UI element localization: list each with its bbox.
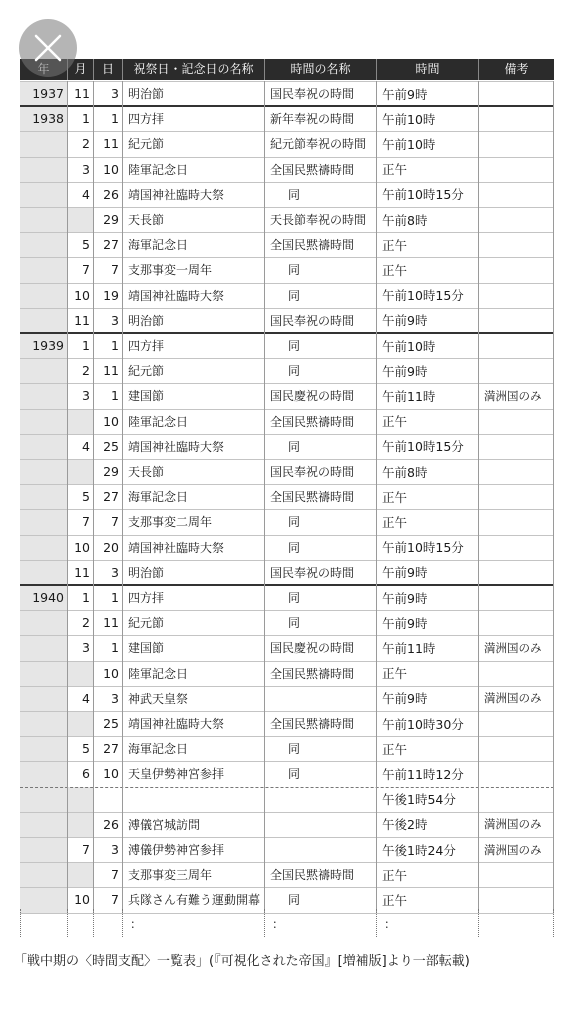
- cell-name: 溥儀伊勢神宮参拝: [128, 843, 225, 858]
- header-month: 月: [67, 59, 93, 80]
- cell-month: 4: [82, 690, 90, 706]
- cell-year: [20, 661, 67, 686]
- cell-day: 3: [111, 842, 119, 858]
- cell-year: 1939: [32, 338, 64, 354]
- cell-day: 25: [103, 716, 119, 732]
- cell-day: 10: [103, 161, 119, 177]
- cell-note: [484, 106, 554, 131]
- row-separator: [20, 308, 554, 309]
- cell-timename: 同: [288, 616, 301, 631]
- cell-note: 満洲国のみ: [484, 691, 542, 706]
- cell-time: 正午: [382, 489, 408, 505]
- cell-timename: 同: [288, 364, 301, 379]
- continuation-mark: ：: [384, 917, 397, 931]
- row-separator: [20, 610, 554, 611]
- cell-month: 3: [82, 640, 90, 656]
- cell-year: [20, 560, 67, 585]
- cell-year: 1937: [32, 86, 64, 102]
- row-separator: [20, 283, 554, 284]
- cell-month: 7: [82, 514, 90, 530]
- cell-month: 3: [82, 161, 90, 177]
- cell-time: 正午: [382, 237, 408, 253]
- cell-month: 5: [82, 741, 90, 757]
- row-separator: [20, 484, 554, 485]
- cell-name: 陸軍記念日: [128, 666, 189, 681]
- cell-timename: 同: [288, 591, 301, 606]
- cell-note: [484, 484, 554, 509]
- cell-name: 支那事変二周年: [128, 515, 213, 530]
- cell-day: 3: [111, 564, 119, 580]
- cell-day: 11: [103, 615, 119, 631]
- close-button[interactable]: [19, 19, 77, 77]
- cell-year: [20, 131, 67, 156]
- cell-timename: 全国民黙禱時間: [270, 162, 355, 177]
- cell-day: 27: [103, 489, 119, 505]
- cell-timename: 同: [288, 742, 301, 757]
- cell-month: 1: [82, 590, 90, 606]
- cell-timename: 国民奉祝の時間: [270, 87, 355, 102]
- cell-month: 11: [74, 564, 90, 580]
- cell-time: 午前9時: [382, 363, 428, 379]
- cell-year: [20, 308, 67, 333]
- row-separator: [20, 535, 554, 536]
- header-time-name: 時間の名称: [264, 59, 376, 80]
- cell-name: 四方拝: [128, 339, 165, 354]
- cell-day: 26: [103, 186, 119, 202]
- cell-time: 正午: [382, 162, 408, 178]
- row-separator: [20, 736, 554, 737]
- cell-month: 2: [82, 615, 90, 631]
- cell-year: [20, 736, 67, 761]
- close-icon: [19, 19, 77, 77]
- cell-month: [67, 207, 93, 232]
- cell-month: [67, 812, 93, 837]
- cell-day: 1: [111, 590, 119, 606]
- column-separator: [67, 81, 68, 913]
- cell-name: 天皇伊勢神宮参拝: [128, 767, 225, 782]
- table-caption: 「戦中期の〈時間支配〉一覧表」(『可視化された帝国』[増補版]より一部転載): [14, 954, 470, 969]
- cell-day: 1: [111, 111, 119, 127]
- row-separator: [20, 409, 554, 410]
- cell-note: [484, 434, 554, 459]
- cell-note: [484, 232, 554, 257]
- cell-year: [20, 686, 67, 711]
- row-separator: [20, 459, 554, 460]
- cell-note: [484, 207, 554, 232]
- cell-month: 6: [82, 766, 90, 782]
- cell-time: 午前9時: [382, 86, 428, 102]
- cell-timename: 同: [288, 187, 301, 202]
- cell-note: [484, 333, 554, 358]
- cell-note: [484, 131, 554, 156]
- cell-note: [484, 610, 554, 635]
- cell-day: 3: [111, 312, 119, 328]
- cell-note: 満洲国のみ: [484, 388, 542, 403]
- cell-year: [20, 257, 67, 282]
- cell-name: 靖国神社臨時大祭: [128, 288, 225, 303]
- cell-time: 午前10時15分: [382, 187, 464, 203]
- cell-timename: 全国民黙禱時間: [270, 868, 355, 883]
- cell-time: 午前11時: [382, 640, 436, 656]
- cell-month: [67, 409, 93, 434]
- cell-name: 四方拝: [128, 112, 165, 127]
- cell-note: 満洲国のみ: [484, 817, 542, 832]
- continuation-line: [122, 909, 123, 937]
- cell-name: 天長節: [128, 465, 165, 480]
- row-separator: [20, 913, 554, 914]
- row-separator: [20, 182, 554, 183]
- continuation-line: [553, 909, 554, 937]
- cell-time: 正午: [382, 666, 408, 682]
- cell-year: [20, 157, 67, 182]
- cell-name: 海軍記念日: [128, 742, 189, 757]
- row-separator: [20, 635, 554, 636]
- column-separator: [93, 81, 94, 913]
- cell-note: [484, 409, 554, 434]
- cell-timename: 全国民黙禱時間: [270, 490, 355, 505]
- cell-time: 午前11時12分: [382, 766, 464, 782]
- cell-year: [20, 434, 67, 459]
- cell-note: 満洲国のみ: [484, 640, 542, 655]
- cell-timename: 同: [288, 540, 301, 555]
- cell-note: [484, 81, 554, 106]
- cell-year: 1938: [32, 111, 64, 127]
- cell-month: 2: [82, 363, 90, 379]
- cell-month: [67, 661, 93, 686]
- row-separator: [20, 332, 554, 334]
- cell-month: [67, 862, 93, 887]
- row-separator: [20, 157, 554, 158]
- row-separator: [20, 711, 554, 712]
- cell-name: 兵隊さん有難う運動開幕: [128, 893, 261, 908]
- cell-day: 19: [103, 287, 119, 303]
- cell-timename: [270, 686, 376, 711]
- cell-time: 正午: [382, 892, 408, 908]
- cell-note: [484, 535, 554, 560]
- cell-time: 午後2時: [382, 817, 428, 833]
- cell-note: [484, 560, 554, 585]
- row-separator: [20, 837, 554, 838]
- cell-year: [20, 459, 67, 484]
- cell-time: 正午: [382, 741, 408, 757]
- header-note: 備考: [478, 59, 554, 80]
- cell-name: 靖国神社臨時大祭: [128, 540, 225, 555]
- cell-day: [93, 787, 122, 812]
- column-separator: [478, 81, 479, 913]
- row-separator: [20, 257, 554, 258]
- row-separator: [20, 358, 554, 359]
- cell-year: [20, 409, 67, 434]
- cell-timename: 同: [288, 263, 301, 278]
- cell-timename: 同: [288, 893, 301, 908]
- cell-day: 11: [103, 363, 119, 379]
- cell-year: [20, 862, 67, 887]
- cell-month: 10: [74, 892, 90, 908]
- cell-timename: 新年奉祝の時間: [270, 112, 355, 127]
- cell-month: 2: [82, 136, 90, 152]
- cell-name: 靖国神社臨時大祭: [128, 717, 225, 732]
- cell-name: 建国節: [128, 641, 165, 656]
- cell-time: 正午: [382, 262, 408, 278]
- cell-name: 海軍記念日: [128, 490, 189, 505]
- cell-day: 29: [103, 212, 119, 228]
- cell-note: [484, 157, 554, 182]
- cell-note: [484, 887, 554, 912]
- cell-name: 紀元節: [128, 364, 165, 379]
- continuation-mark: ：: [272, 917, 285, 931]
- cell-year: 1940: [32, 590, 64, 606]
- header-time: 時間: [376, 59, 478, 80]
- cell-day: 10: [103, 665, 119, 681]
- cell-note: [484, 585, 554, 610]
- cell-day: 7: [111, 867, 119, 883]
- column-separator: [264, 81, 265, 913]
- row-separator: [20, 434, 554, 435]
- cell-name: 明治節: [128, 87, 165, 102]
- continuation-line: [376, 909, 377, 937]
- cell-month: [67, 459, 93, 484]
- cell-time: 午後1時54分: [382, 792, 456, 808]
- cell-month: [67, 711, 93, 736]
- cell-day: 29: [103, 464, 119, 480]
- cell-name: 支那事変三周年: [128, 868, 213, 883]
- cell-month: 4: [82, 438, 90, 454]
- row-separator: [20, 383, 554, 384]
- cell-month: [67, 787, 93, 812]
- cell-year: [20, 535, 67, 560]
- row-separator: [20, 584, 554, 586]
- row-separator: [20, 81, 554, 82]
- cell-name: 紀元節: [128, 616, 165, 631]
- cell-timename: 同: [288, 767, 301, 782]
- row-separator: [20, 509, 554, 510]
- continuation-line: [67, 909, 68, 937]
- cell-timename: 国民慶祝の時間: [270, 389, 355, 404]
- cell-timename: 国民慶祝の時間: [270, 641, 355, 656]
- cell-name: 陸軍記念日: [128, 162, 189, 177]
- row-separator: [20, 232, 554, 233]
- continuation-line: [478, 909, 479, 937]
- cell-timename: 全国民黙禱時間: [270, 238, 355, 253]
- cell-month: 3: [82, 388, 90, 404]
- cell-note: [484, 787, 554, 812]
- cell-year: [20, 887, 67, 912]
- cell-day: 7: [111, 892, 119, 908]
- cell-day: 20: [103, 539, 119, 555]
- cell-note: [484, 736, 554, 761]
- row-separator: [20, 560, 554, 561]
- cell-note: [484, 761, 554, 786]
- cell-timename: [270, 787, 376, 812]
- cell-timename: 同: [288, 288, 301, 303]
- cell-time: 正午: [382, 514, 408, 530]
- cell-timename: 紀元節奉祝の時間: [270, 137, 367, 152]
- cell-time: 午後1時24分: [382, 842, 456, 858]
- cell-time: 正午: [382, 867, 408, 883]
- continuation-line: [93, 909, 94, 937]
- cell-time: 午前8時: [382, 464, 428, 480]
- cell-name: 陸軍記念日: [128, 414, 189, 429]
- row-separator: [20, 686, 554, 687]
- cell-timename: 国民奉祝の時間: [270, 465, 355, 480]
- cell-day: 25: [103, 438, 119, 454]
- cell-name: 支那事変一周年: [128, 263, 213, 278]
- row-separator: [20, 207, 554, 208]
- column-separator: [553, 81, 554, 913]
- cell-month: 7: [82, 262, 90, 278]
- cell-day: 27: [103, 237, 119, 253]
- cell-name: 天長節: [128, 213, 165, 228]
- cell-name: 明治節: [128, 565, 165, 580]
- cell-timename: 国民奉祝の時間: [270, 565, 355, 580]
- row-separator: [20, 761, 554, 762]
- cell-year: [20, 837, 67, 862]
- cell-month: 10: [74, 539, 90, 555]
- cell-note: [484, 283, 554, 308]
- cell-year: [20, 232, 67, 257]
- cell-year: [20, 383, 67, 408]
- cell-day: 1: [111, 338, 119, 354]
- row-separator: [20, 812, 554, 813]
- continuation-line: [264, 909, 265, 937]
- cell-day: 1: [111, 640, 119, 656]
- cell-timename: [270, 837, 376, 862]
- cell-time: 午前10時15分: [382, 439, 464, 455]
- row-separator: [20, 105, 554, 107]
- row-separator: [20, 131, 554, 132]
- cell-time: 午前10時: [382, 111, 436, 127]
- cell-note: [484, 661, 554, 686]
- cell-day: 3: [111, 86, 119, 102]
- header-day: 日: [93, 59, 122, 80]
- cell-time: 午前10時30分: [382, 716, 464, 732]
- row-separator: [20, 862, 554, 863]
- cell-day: 10: [103, 766, 119, 782]
- cell-name: 靖国神社臨時大祭: [128, 187, 225, 202]
- cell-day: 26: [103, 816, 119, 832]
- cell-timename: 全国民黙禱時間: [270, 666, 355, 681]
- cell-timename: 天長節奉祝の時間: [270, 213, 367, 228]
- cell-name: 四方拝: [128, 591, 165, 606]
- cell-time: 正午: [382, 414, 408, 430]
- cell-note: [484, 257, 554, 282]
- cell-year: [20, 484, 67, 509]
- cell-year: [20, 283, 67, 308]
- cell-time: 午前9時: [382, 313, 428, 329]
- cell-time: 午前8時: [382, 212, 428, 228]
- cell-name: 建国節: [128, 389, 165, 404]
- cell-timename: 国民奉祝の時間: [270, 313, 355, 328]
- cell-month: 11: [74, 312, 90, 328]
- cell-note: [484, 182, 554, 207]
- cell-month: 1: [82, 111, 90, 127]
- cell-timename: 全国民黙禱時間: [270, 414, 355, 429]
- cell-note: [484, 459, 554, 484]
- cell-note: [484, 862, 554, 887]
- cell-timename: 同: [288, 439, 301, 454]
- cell-note: [484, 308, 554, 333]
- cell-month: 1: [82, 338, 90, 354]
- cell-note: 満洲国のみ: [484, 842, 542, 857]
- cell-name: 紀元節: [128, 137, 165, 152]
- row-separator: [20, 787, 554, 788]
- cell-time: 午前9時: [382, 615, 428, 631]
- cell-name: [128, 787, 264, 812]
- cell-year: [20, 509, 67, 534]
- row-separator: [20, 661, 554, 662]
- cell-time: 午前10時: [382, 338, 436, 354]
- continuation-mark: ：: [130, 917, 143, 931]
- cell-year: [20, 358, 67, 383]
- column-separator: [376, 81, 377, 913]
- cell-month: 5: [82, 237, 90, 253]
- cell-day: 7: [111, 514, 119, 530]
- cell-day: 3: [111, 690, 119, 706]
- header-holiday-name: 祝祭日・記念日の名称: [122, 59, 264, 80]
- cell-year: [20, 761, 67, 786]
- cell-time: 午前10時15分: [382, 288, 464, 304]
- cell-month: 11: [74, 86, 90, 102]
- column-separator: [122, 81, 123, 913]
- continuation-line: [20, 909, 21, 937]
- cell-note: [484, 358, 554, 383]
- cell-name: 海軍記念日: [128, 238, 189, 253]
- cell-day: 7: [111, 262, 119, 278]
- cell-month: 7: [82, 842, 90, 858]
- cell-time: 午前9時: [382, 565, 428, 581]
- cell-month: 4: [82, 186, 90, 202]
- cell-day: 27: [103, 741, 119, 757]
- cell-timename: 全国民黙禱時間: [270, 717, 355, 732]
- cell-day: 11: [103, 136, 119, 152]
- cell-name: 神武天皇祭: [128, 691, 189, 706]
- cell-year: [20, 182, 67, 207]
- cell-timename: [270, 812, 376, 837]
- cell-year: [20, 711, 67, 736]
- cell-note: [484, 509, 554, 534]
- cell-time: 午前11時: [382, 388, 436, 404]
- cell-year: [20, 635, 67, 660]
- cell-time: 午前9時: [382, 590, 428, 606]
- cell-day: 10: [103, 413, 119, 429]
- cell-month: 5: [82, 489, 90, 505]
- cell-name: 溥儀宮城訪問: [128, 817, 201, 832]
- cell-time: 午前10時15分: [382, 540, 464, 556]
- cell-time: 午前10時: [382, 136, 436, 152]
- cell-timename: 同: [288, 515, 301, 530]
- cell-timename: 同: [288, 339, 301, 354]
- cell-year: [20, 207, 67, 232]
- cell-name: 靖国神社臨時大祭: [128, 439, 225, 454]
- cell-name: 明治節: [128, 313, 165, 328]
- cell-time: 午前9時: [382, 691, 428, 707]
- cell-day: 1: [111, 388, 119, 404]
- cell-year: [20, 787, 67, 812]
- cell-year: [20, 610, 67, 635]
- row-separator: [20, 887, 554, 888]
- cell-month: 10: [74, 287, 90, 303]
- cell-year: [20, 812, 67, 837]
- cell-note: [484, 711, 554, 736]
